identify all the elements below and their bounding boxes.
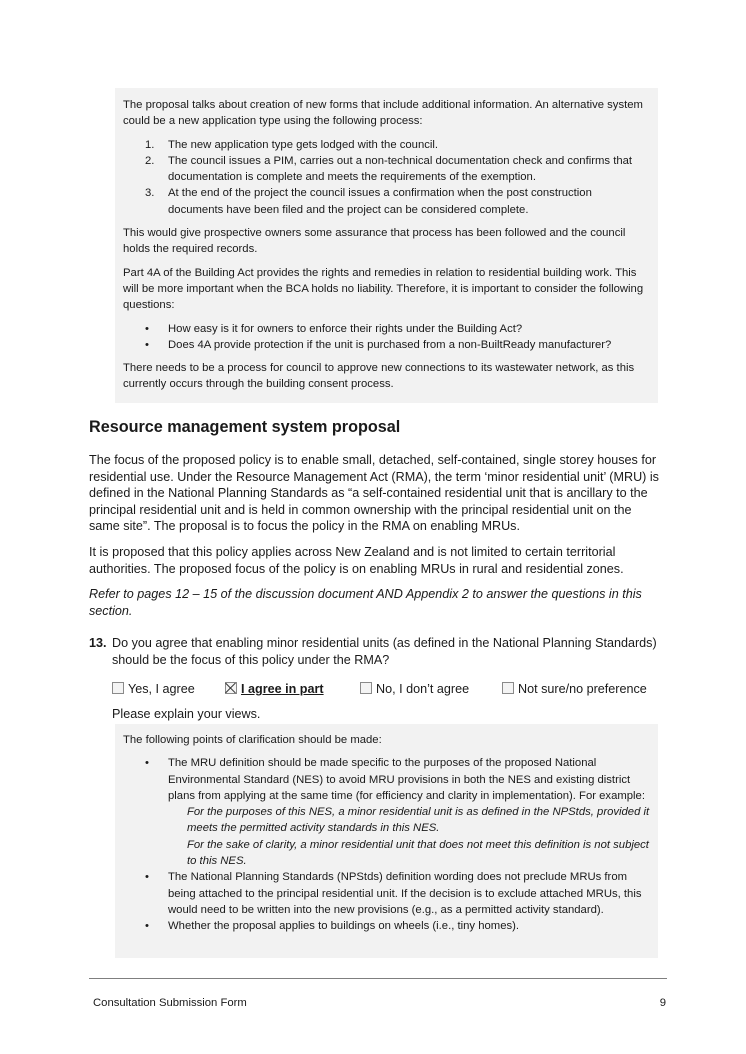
response-box-previous bbox=[115, 88, 658, 403]
checkbox-icon[interactable] bbox=[112, 682, 124, 694]
example-text-1: For the purposes of this NES, a minor residential unit is as defined in the NPStds, provided it meets the permitted activity standards in this NES. bbox=[187, 806, 650, 835]
list-number: 1. bbox=[145, 138, 155, 151]
box2-intro: The following points of clarification should be made: bbox=[123, 734, 382, 746]
option-label: Yes, I agree bbox=[128, 682, 195, 696]
process-steps-list bbox=[123, 137, 650, 218]
example-text-2: For the sake of clarity, a minor residential unit that does not meet this definition is not subject to this NES. bbox=[187, 838, 649, 868]
list-text: At the end of the project the council issues a confirmation when the post construction documents have been filed and the project can be considered complete. bbox=[168, 187, 592, 216]
questions-list bbox=[123, 321, 650, 354]
checkbox-icon[interactable] bbox=[502, 682, 514, 694]
footer-title: Consultation Submission Form bbox=[93, 997, 247, 1009]
section-paragraph-1: The focus of the proposed policy is to enable small, detached, self-contained, single storey houses for residential use. Under the Resource Management Act (RMA), the term ‘minor residential unit’ (MRU) is defined in the National Planning Standards as “a self-contained residential unit that is ancillary to the principal residential unit and is held in common ownership with the principal residential unit on the same site”. The proposal is to focus the policy in the RMA on enabling MRUs. bbox=[89, 453, 659, 534]
option-label: No, I don’t agree bbox=[376, 682, 470, 696]
section-paragraph-2: It is proposed that this policy applies across New Zealand and is not limited to certain territorial authorities. The proposed focus of the policy is on enabling MRUs in rural and residential zones. bbox=[89, 545, 624, 576]
question-13 bbox=[89, 635, 661, 668]
option-yes-agree[interactable] bbox=[112, 682, 195, 696]
option-dont-agree[interactable] bbox=[360, 682, 469, 696]
list-item bbox=[123, 918, 650, 934]
option-label: Not sure/no preference bbox=[518, 682, 647, 696]
box1-assurance: This would give prospective owners some assurance that process has been followed and the council holds the required records. bbox=[123, 227, 626, 256]
box1-closing: There needs to be a process for council to approve new connections to its wastewater network, as this currently occurs through the building consent process. bbox=[123, 362, 635, 391]
option-agree-in-part[interactable] bbox=[225, 682, 324, 696]
page-number: 9 bbox=[659, 997, 666, 1009]
question-number: 13. bbox=[89, 636, 107, 650]
option-not-sure[interactable] bbox=[502, 682, 647, 696]
checkbox-icon[interactable] bbox=[360, 682, 372, 694]
checked-checkbox-icon[interactable] bbox=[225, 682, 237, 694]
list-number: 3. bbox=[145, 187, 155, 200]
box1-part4a: Part 4A of the Building Act provides the rights and remedies in relation to residential building work. This will be more important when the BCA holds no liability. Therefore, it is important to consider the following questions: bbox=[123, 266, 644, 312]
bullet-icon: • bbox=[145, 920, 149, 933]
list-item bbox=[123, 137, 650, 153]
box1-intro: The proposal talks about creation of new forms that include additional information. An alternative system could be a new application type using the following process: bbox=[123, 99, 643, 128]
explain-prompt: Please explain your views. bbox=[112, 707, 261, 721]
list-text: The council issues a PIM, carries out a non-technical documentation check and confirms that documentation is complete and meets the requirements of the exemption. bbox=[168, 154, 633, 184]
bullet-icon: • bbox=[145, 322, 149, 335]
response-box-q13[interactable] bbox=[115, 724, 658, 958]
bullet-icon: • bbox=[145, 338, 149, 351]
list-item bbox=[123, 869, 650, 918]
list-item bbox=[123, 755, 650, 804]
list-item bbox=[123, 153, 650, 186]
answer-options bbox=[0, 682, 746, 702]
clarification-list bbox=[123, 755, 650, 804]
list-text: Whether the proposal applies to buildings on wheels (i.e., tiny homes). bbox=[168, 920, 520, 933]
list-text: The MRU definition should be made specific to the purposes of the proposed National Environmental Standard (NES) to avoid MRU provisions in both the NES and existing district plans from applying at the same time (for efficiency and clarity in implementation). For example: bbox=[168, 757, 645, 802]
bullet-icon: • bbox=[145, 757, 149, 770]
question-text: Do you agree that enabling minor residential units (as defined in the National Planning Standards) should be the focus of this policy under the RMA? bbox=[112, 636, 657, 667]
list-item bbox=[123, 321, 650, 337]
clarification-list-2 bbox=[123, 869, 650, 934]
footer-divider bbox=[89, 978, 667, 979]
list-text: How easy is it for owners to enforce their rights under the Building Act? bbox=[168, 322, 523, 335]
list-text: The new application type gets lodged with the council. bbox=[168, 138, 439, 151]
list-item bbox=[123, 185, 650, 218]
section-heading: Resource management system proposal bbox=[89, 418, 401, 436]
list-text: The National Planning Standards (NPStds) definition wording does not preclude MRUs from being attached to the principal residential unit. If the decision is to exclude attached MRUs, this would need to be written into the new provisions (e.g., as a permitted activity standard). bbox=[168, 871, 642, 916]
bullet-icon: • bbox=[145, 871, 149, 884]
list-number: 2. bbox=[145, 154, 155, 167]
option-label: I agree in part bbox=[241, 682, 324, 696]
list-item bbox=[123, 337, 650, 353]
list-text: Does 4A provide protection if the unit is purchased from a non-BuiltReady manufacturer? bbox=[168, 338, 612, 351]
section-reference-note: Refer to pages 12 – 15 of the discussion document AND Appendix 2 to answer the questions in this section. bbox=[89, 587, 642, 618]
